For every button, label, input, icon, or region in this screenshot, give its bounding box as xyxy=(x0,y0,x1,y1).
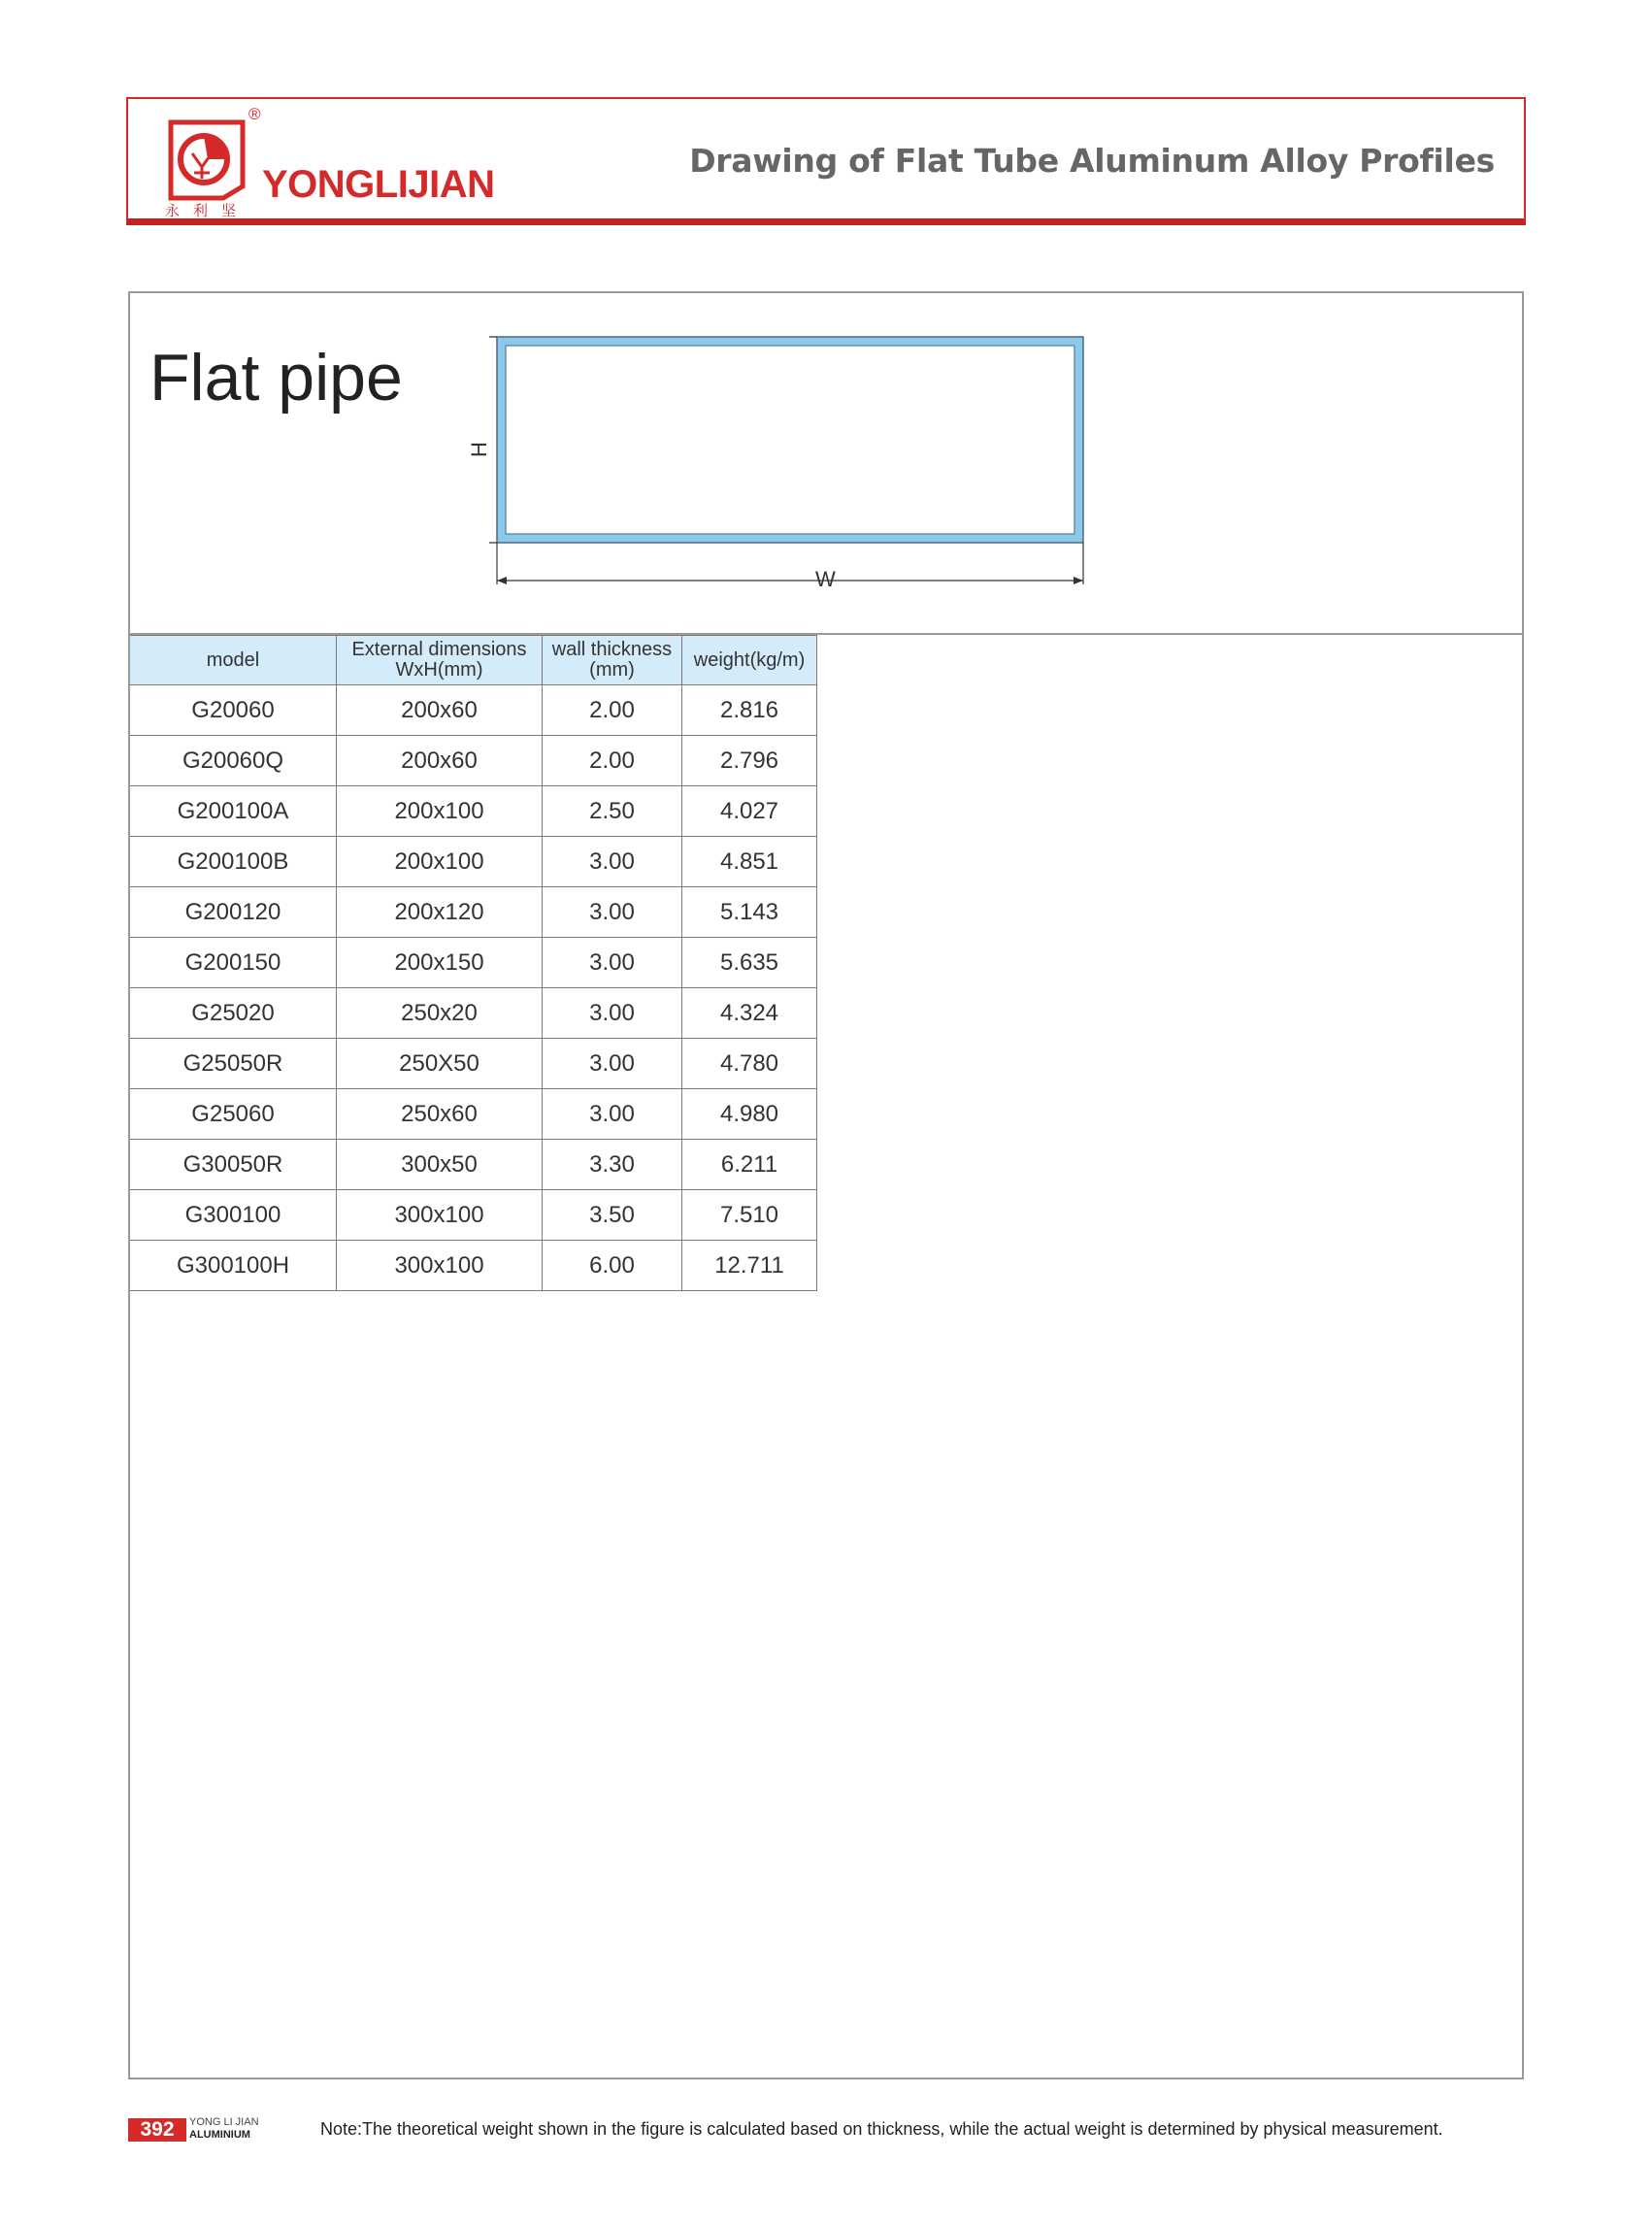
cell-dimensions: 200x150 xyxy=(337,938,543,988)
cell-model: G300100 xyxy=(130,1190,337,1241)
cell-wall-thickness: 3.00 xyxy=(543,938,682,988)
registered-mark: ® xyxy=(248,105,261,123)
cell-weight: 12.711 xyxy=(682,1241,817,1291)
cell-dimensions: 300x100 xyxy=(337,1241,543,1291)
cell-wall-thickness: 3.00 xyxy=(543,1039,682,1089)
header-weight: weight(kg/m) xyxy=(682,636,817,685)
footer-brand-line1: YONG LI JIAN xyxy=(189,2116,259,2128)
cell-model: G200120 xyxy=(130,887,337,938)
cell-wall-thickness: 3.00 xyxy=(543,837,682,887)
table-row xyxy=(130,685,817,736)
spec-table xyxy=(130,635,817,1291)
cell-wall-thickness: 3.50 xyxy=(543,1190,682,1241)
page-number: 392 xyxy=(128,2118,186,2142)
cell-weight: 6.211 xyxy=(682,1140,817,1190)
cell-weight: 2.816 xyxy=(682,685,817,736)
cell-weight: 4.780 xyxy=(682,1039,817,1089)
cell-wall-thickness: 2.50 xyxy=(543,786,682,837)
table-row xyxy=(130,1241,817,1291)
cell-model: G25020 xyxy=(130,988,337,1039)
cell-dimensions: 250x60 xyxy=(337,1089,543,1140)
table-row xyxy=(130,887,817,938)
cell-wall-thickness: 3.00 xyxy=(543,1089,682,1140)
footer-brand-line2: ALUMINIUM xyxy=(189,2129,250,2141)
cell-weight: 4.851 xyxy=(682,837,817,887)
cell-weight: 4.980 xyxy=(682,1089,817,1140)
cell-weight: 2.796 xyxy=(682,736,817,786)
cell-model: G200150 xyxy=(130,938,337,988)
cell-model: G20060Q xyxy=(130,736,337,786)
cell-wall-thickness: 2.00 xyxy=(543,736,682,786)
cell-dimensions: 300x100 xyxy=(337,1190,543,1241)
table-row xyxy=(130,837,817,887)
cell-dimensions: 300x50 xyxy=(337,1140,543,1190)
footer-note: Note:The theoretical weight shown in the figure is calculated based on thickness, while the actual weight is determined by physical measurement. xyxy=(320,2119,1443,2139)
page-title: Drawing of Flat Tube Aluminum Alloy Profiles xyxy=(689,142,1495,180)
width-label: W xyxy=(815,567,836,591)
cell-model: G300100H xyxy=(130,1241,337,1291)
table-row xyxy=(130,1039,817,1089)
cell-model: G25060 xyxy=(130,1089,337,1140)
table-row xyxy=(130,1089,817,1140)
cell-dimensions: 250x20 xyxy=(337,988,543,1039)
footer-brand xyxy=(189,2116,259,2142)
page-header xyxy=(126,97,1526,225)
cell-dimensions: 200x60 xyxy=(337,685,543,736)
header-external-dimensions: External dimensions WxH(mm) xyxy=(337,636,543,685)
content-frame xyxy=(128,291,1524,2079)
table-row xyxy=(130,786,817,837)
cell-wall-thickness: 3.30 xyxy=(543,1140,682,1190)
cell-model: G25050R xyxy=(130,1039,337,1089)
table-row xyxy=(130,1140,817,1190)
cell-wall-thickness: 3.00 xyxy=(543,988,682,1039)
cell-dimensions: 200x120 xyxy=(337,887,543,938)
table-row xyxy=(130,736,817,786)
cell-wall-thickness: 2.00 xyxy=(543,685,682,736)
brand-name: YONGLIJIAN xyxy=(262,163,495,206)
cell-dimensions: 200x100 xyxy=(337,786,543,837)
cell-weight: 4.027 xyxy=(682,786,817,837)
height-label: H xyxy=(466,442,491,457)
table-row xyxy=(130,1190,817,1241)
header-wall-thickness: wall thickness (mm) xyxy=(543,636,682,685)
table-row xyxy=(130,988,817,1039)
table-row xyxy=(130,938,817,988)
cell-weight: 7.510 xyxy=(682,1190,817,1241)
cell-model: G20060 xyxy=(130,685,337,736)
section-title: Flat pipe xyxy=(149,341,403,415)
cell-model: G200100A xyxy=(130,786,337,837)
cell-weight: 5.635 xyxy=(682,938,817,988)
cell-model: G200100B xyxy=(130,837,337,887)
cell-weight: 4.324 xyxy=(682,988,817,1039)
profile-inner-hollow xyxy=(506,346,1074,534)
cell-dimensions: 250X50 xyxy=(337,1039,543,1089)
cell-wall-thickness: 6.00 xyxy=(543,1241,682,1291)
yonglijian-logo-icon xyxy=(163,116,250,214)
cell-weight: 5.143 xyxy=(682,887,817,938)
header-model: model xyxy=(130,636,337,685)
cell-wall-thickness: 3.00 xyxy=(543,887,682,938)
brand-chinese-name: 永利坚 xyxy=(165,203,250,219)
table-header-row xyxy=(130,636,817,685)
cell-dimensions: 200x100 xyxy=(337,837,543,887)
cell-dimensions: 200x60 xyxy=(337,736,543,786)
cell-model: G30050R xyxy=(130,1140,337,1190)
